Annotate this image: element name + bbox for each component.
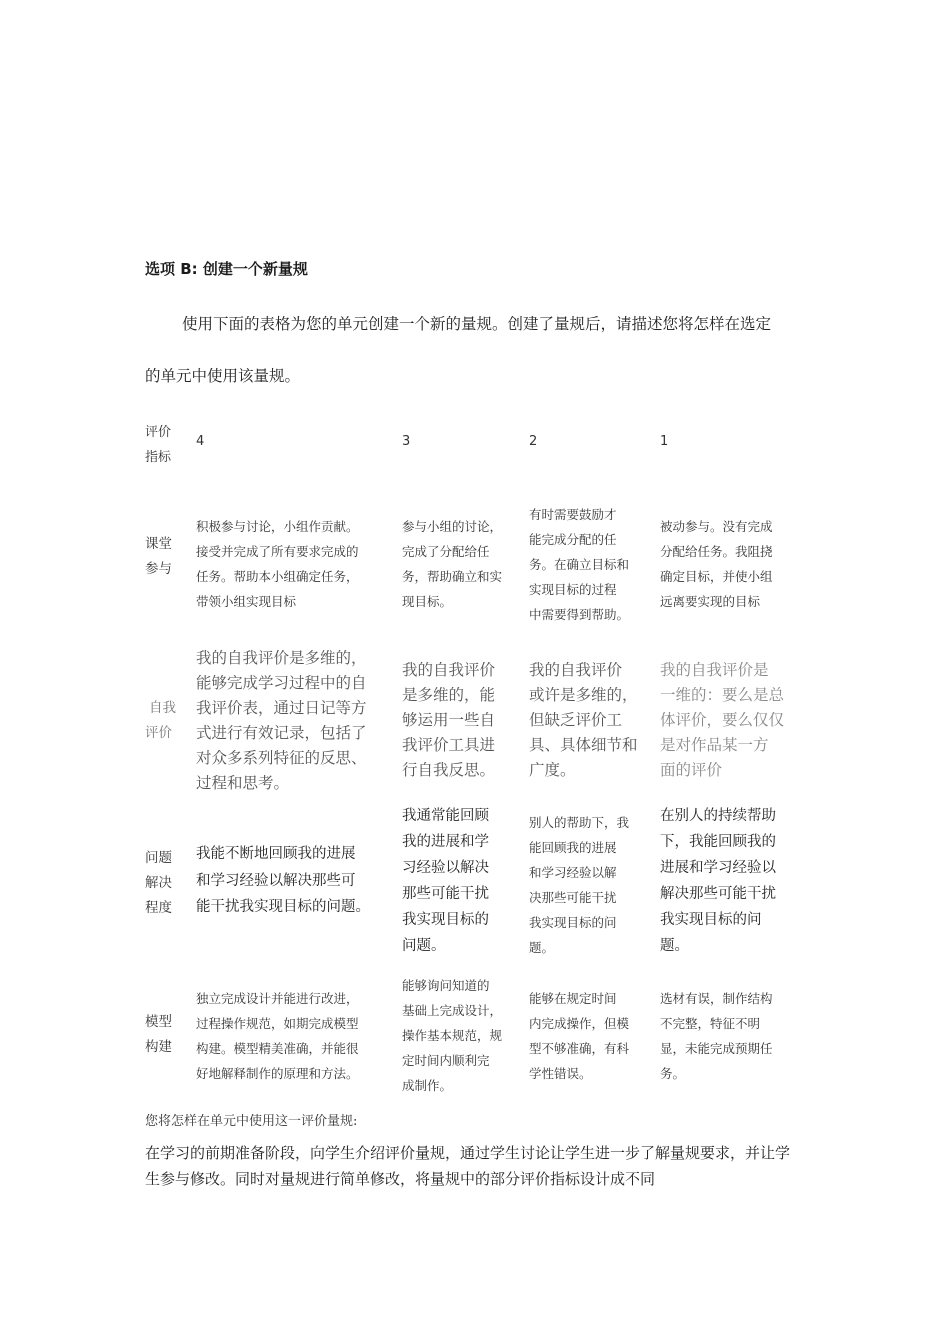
section-heading: 选项 B: 创建一个新量规 (145, 260, 308, 278)
problem-solving-level-3: 我通常能回顾 我的进展和学 习经验以解决 那些可能干扰 我实现目标的 问题。 (402, 808, 489, 954)
self-assessment-level-2: 我的自我评价 或许是多维的， 但缺乏评价工 具、具体细节和 广度。 (529, 661, 638, 779)
intro-line-1: 使用下面的表格为您的单元创建一个新的量规。创建了量规后，请描述您将怎样在选定 (182, 315, 772, 333)
level-header-1: 1 (660, 434, 669, 449)
level-header-4: 4 (196, 434, 205, 449)
problem-solving-level-4: 我能不断地回顾我的进展 和学习经验以解决那些可 能干扰我实现目标的问题。 (196, 846, 370, 915)
criterion-problem-solving: 问题 解决 程度 (145, 850, 172, 916)
participation-level-2: 有时需要鼓励才 能完成分配的任 务。在确立目标和 实现目标的过程 中需要得到帮助。 (529, 507, 630, 622)
participation-level-1: 被动参与。没有完成 分配给任务。我阻挠 确定目标，并使小组 远离要实现的目标 (660, 519, 773, 609)
model-building-level-1: 选材有误，制作结构 不完整，特征不明 显，未能完成预期任 务。 (660, 991, 773, 1081)
criterion-participation: 课堂 参与 (145, 536, 172, 577)
self-assessment-level-1: 我的自我评价是 一维的：要么是总 体评价，要么仅仅 是对作品某一方 面的评价 (660, 661, 785, 779)
usage-answer: 在学习的前期准备阶段，向学生介绍评价量规，通过学生讨论让学生进一步了解量规要求，并让学生参与修改。同时对量规进行简单修改，将量规中的部分评价指标设计成不同 (145, 1144, 791, 1188)
level-header-2: 2 (529, 434, 538, 449)
criterion-header: 评价 指标 (145, 425, 172, 465)
usage-question: 您将怎样在单元中使用这一评价量规: (145, 1114, 358, 1129)
level-header-3: 3 (402, 434, 411, 449)
participation-level-4: 积极参与讨论，小组作贡献。 接受并完成了所有要求完成的 任务。帮助本小组确定任务， 带领小组实现目标 (196, 519, 359, 609)
model-building-level-4: 独立完成设计并能进行改进， 过程操作规范，如期完成模型 构建。模型精美准确，并能很 好地解释制作的原理和方法。 (196, 991, 359, 1081)
criterion-self-assessment: 自我 评价 (145, 700, 176, 741)
problem-solving-level-2: 别人的帮助下，我 能回顾我的进展 和学习经验以解 决那些可能干扰 我实现目标的问 题。 (529, 815, 630, 955)
self-assessment-level-4: 我的自我评价是多维的， 能够完成学习过程中的自 我评价表，通过日记等方 式进行有效记录，包括了 对众多系列特征的反思、 过程和思考。 (196, 649, 367, 792)
self-assessment-level-3: 我的自我评价 是多维的，能 够运用一些自 我评价工具进 行自我反思。 (402, 661, 496, 779)
criterion-model-building: 模型 构建 (145, 1014, 172, 1055)
problem-solving-level-1: 在别人的持续帮助 下，我能回顾我的 进展和学习经验以 解决那些可能干扰 我实现目标的问 题。 (660, 808, 776, 954)
intro-line-2: 的单元中使用该量规。 (145, 367, 301, 385)
participation-level-3: 参与小组的讨论， 完成了分配给任 务，帮助确立和实 现目标。 (402, 519, 503, 609)
model-building-level-3: 能够询问知道的 基础上完成设计， 操作基本规范，规 定时间内顺利完 成制作。 (402, 978, 503, 1093)
model-building-level-2: 能够在规定时间 内完成操作，但模 型不够准确，有科 学性错误。 (529, 991, 630, 1081)
